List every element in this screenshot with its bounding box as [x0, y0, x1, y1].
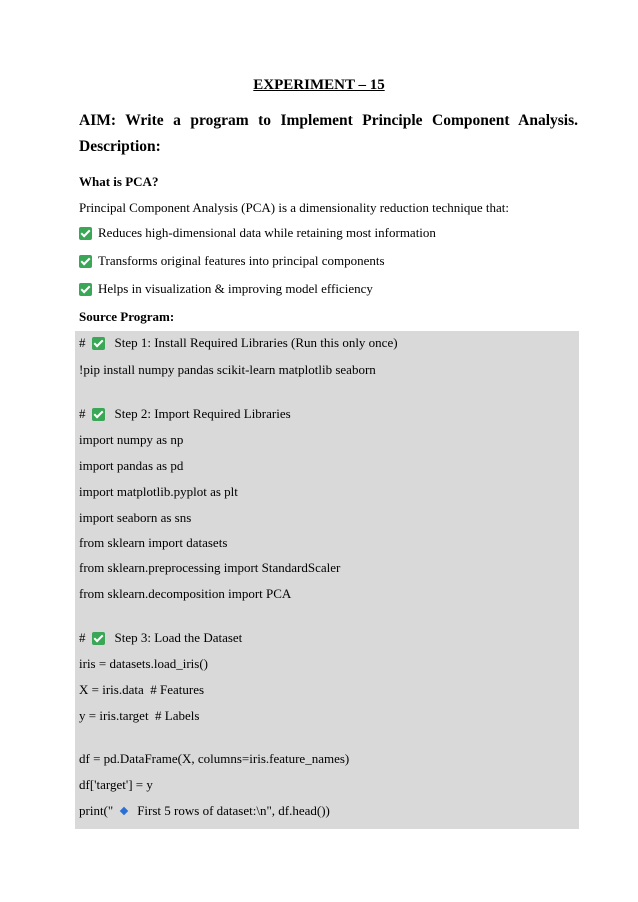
code-line: import seaborn as sns	[79, 510, 192, 525]
comment-text: Step 1: Install Required Libraries (Run this only once)	[114, 335, 398, 350]
intro-text: Principal Component Analysis (PCA) is a dimensionality reduction technique that:	[79, 200, 510, 215]
code-line: import matplotlib.pyplot as plt	[79, 484, 238, 499]
hash-symbol: #	[79, 335, 86, 350]
check-icon	[79, 283, 92, 296]
code-line: X = iris.data # Features	[79, 682, 205, 697]
bullet-text: Helps in visualization & improving model efficiency	[98, 281, 373, 296]
code-line: y = iris.target # Labels	[79, 708, 200, 723]
description-heading: Description:	[79, 138, 161, 155]
code-block	[75, 331, 579, 829]
bullet-item	[79, 281, 373, 297]
diamond-icon	[120, 807, 128, 815]
code-comment	[79, 335, 398, 351]
bullet-text: Reduces high-dimensional data while retaining most information	[98, 225, 436, 240]
code-comment	[79, 630, 242, 646]
print-prefix: print("	[79, 803, 114, 818]
code-line: from sklearn import datasets	[79, 535, 228, 550]
check-icon	[92, 632, 105, 645]
hash-symbol: #	[79, 630, 86, 645]
hash-symbol: #	[79, 406, 86, 421]
print-rest: First 5 rows of dataset:\n", df.head())	[137, 803, 330, 818]
code-line: !pip install numpy pandas scikit-learn matplotlib seaborn	[79, 362, 376, 377]
source-program-heading: Source Program:	[79, 309, 175, 324]
code-line: df = pd.DataFrame(X, columns=iris.feature_names)	[79, 751, 350, 766]
check-icon	[92, 408, 105, 421]
bullet-item	[79, 225, 436, 241]
what-is-pca-heading: What is PCA?	[79, 174, 159, 189]
code-comment	[79, 406, 291, 422]
code-line: df['target'] = y	[79, 777, 153, 792]
check-icon	[79, 227, 92, 240]
code-line: from sklearn.decomposition import PCA	[79, 586, 292, 601]
bullet-text: Transforms original features into principal components	[98, 253, 385, 268]
code-line: from sklearn.preprocessing import StandardScaler	[79, 560, 341, 575]
code-print-line	[79, 803, 330, 819]
code-line: import pandas as pd	[79, 458, 184, 473]
page-title: EXPERIMENT – 15	[253, 77, 385, 93]
comment-text: Step 3: Load the Dataset	[114, 630, 243, 645]
check-icon	[79, 255, 92, 268]
aim-text: AIM: Write a program to Implement Principle Component Analysis.	[79, 112, 578, 129]
check-icon	[92, 337, 105, 350]
comment-text: Step 2: Import Required Libraries	[114, 406, 291, 421]
code-line: import numpy as np	[79, 432, 184, 447]
bullet-item	[79, 253, 385, 269]
code-line: iris = datasets.load_iris()	[79, 656, 208, 671]
